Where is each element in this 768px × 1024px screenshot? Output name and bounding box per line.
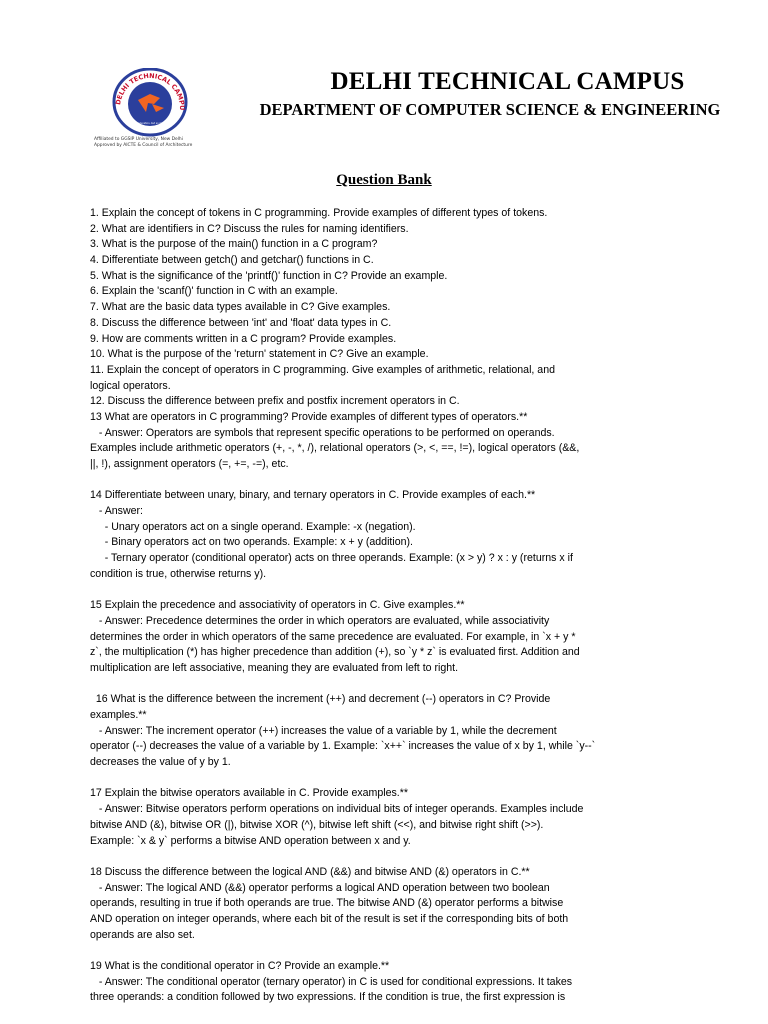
text-line: bitwise AND (&), bitwise OR (|), bitwise XOR (^), bitwise left shift (<<), and bitwise right shift (>>). xyxy=(90,818,544,831)
text-line: - Binary operators act on two operands. Example: x + y (addition). xyxy=(90,536,413,549)
logo-affiliation-line2: Approved by AICTE & Council of Architecture xyxy=(94,143,193,148)
text-line: condition is true, otherwise returns y). xyxy=(90,567,267,580)
text-line: 6. Explain the 'scanf()' function in C with an example. xyxy=(90,285,338,298)
college-name: DELHI TECHNICAL CAMPUS xyxy=(330,68,685,95)
text-line: 19 What is the conditional operator in C? Provide an example.** xyxy=(90,960,390,972)
text-line: - Answer: The conditional operator (ternary operator) in C is used for conditional expressions. It takes xyxy=(90,975,573,988)
text-line: 3. What is the purpose of the main() function in a C program? xyxy=(90,238,378,251)
college-logo-emblem-icon xyxy=(90,68,210,153)
page-title xyxy=(0,172,768,189)
text-line: AND operation on integer operands, where each bit of the result is set if the corresponding bits of both xyxy=(90,912,569,925)
paragraph-gap xyxy=(90,849,650,865)
text-line: logical operators. xyxy=(90,379,171,392)
text-line: - Ternary operator (conditional operator) acts on three operands. Example: (x > y) ? x : y (returns x if xyxy=(90,552,573,565)
paragraph-gap xyxy=(90,771,650,787)
text-line: 4. Differentiate between getch() and getchar() functions in C. xyxy=(90,254,374,267)
page-header xyxy=(90,68,750,158)
text-line: - Unary operators act on a single operand. Example: -x (negation). xyxy=(90,520,416,533)
text-line: Examples include arithmetic operators (+, -, *, /), relational operators (>, <, ==, !=), logical operators (&&, xyxy=(90,442,580,455)
text-line: multiplication are left associative, meaning they are evaluated from left to right. xyxy=(90,661,459,674)
paragraph-gap xyxy=(90,583,650,599)
text-line: operands, resulting in true if both operands are true. The bitwise AND (&) operator performs a bitwise xyxy=(90,897,564,910)
paragraph-gap xyxy=(90,677,650,693)
department-name: DEPARTMENT OF COMPUTER SCIENCE & ENGINEERING xyxy=(259,100,721,119)
text-line: 5. What is the significance of the 'printf()' function in C? Provide an example. xyxy=(90,269,448,282)
paragraph-gap xyxy=(90,943,650,959)
text-line: 9. How are comments written in a C program? Provide examples. xyxy=(90,332,397,345)
text-line: determines the order in which operators of the same precedence are evaluated. For example, in `x + y * xyxy=(90,630,576,643)
text-line: Example: `x & y` performs a bitwise AND operation between x and y. xyxy=(90,834,411,847)
text-line: operator (--) decreases the value of a variable by 1. Example: `x++` increases the value of x by 1, while `y--` xyxy=(90,740,596,753)
logo-arc-text: DELHI TECHNICAL CAMPU xyxy=(114,71,187,111)
text-line: 14 Differentiate between unary, binary, and ternary operators in C. Provide examples of each.** xyxy=(90,489,536,502)
page-title-text: Question Bank xyxy=(336,172,432,188)
text-line: 8. Discuss the difference between 'int' and 'float' data types in C. xyxy=(90,316,392,329)
text-line: 1. Explain the concept of tokens in C programming. Provide examples of different types of tokens. xyxy=(90,207,548,219)
text-line: - Answer: Operators are symbols that represent specific operations to be performed on operands. xyxy=(90,426,555,439)
text-line: decreases the value of y by 1. xyxy=(90,756,231,769)
text-line: operands are also set. xyxy=(90,928,195,941)
text-line: - Answer: The increment operator (++) increases the value of a variable by 1, while the decrement xyxy=(90,724,557,737)
text-line: ||, !), assignment operators (=, +=, -=), etc. xyxy=(90,458,289,470)
text-line: 12. Discuss the difference between prefix and postfix increment operators in C. xyxy=(90,395,460,408)
text-line: - Answer: xyxy=(90,505,143,518)
text-line: - Answer: Precedence determines the order in which operators are evaluated, while associativity xyxy=(90,614,550,627)
college-logo xyxy=(90,68,210,153)
text-line: 2. What are identifiers in C? Discuss the rules for naming identifiers. xyxy=(90,222,409,235)
text-line: 7. What are the basic data types available in C? Give examples. xyxy=(90,301,391,314)
text-line: z`, the multiplication (*) has higher precedence than addition (+), so `y * z` is evaluated first. Addition and xyxy=(90,646,580,659)
logo-motto: Not only education, but so much more xyxy=(127,122,173,125)
text-line: - Answer: Bitwise operators perform operations on individual bits of integer operands. Examples include xyxy=(90,803,584,816)
text-line: 17 Explain the bitwise operators available in C. Provide examples.** xyxy=(90,787,408,800)
text-line: 10. What is the purpose of the 'return' statement in C? Give an example. xyxy=(90,348,429,361)
question-list xyxy=(90,206,650,1006)
text-line: - Answer: The logical AND (&&) operator performs a logical AND operation between two boolean xyxy=(90,881,550,894)
text-line: 16 What is the difference between the increment (++) and decrement (--) operators in C? Provide xyxy=(90,693,551,706)
paragraph-gap xyxy=(90,473,650,489)
text-line: examples.** xyxy=(90,709,147,721)
logo-affiliation-line1: Affiliated to GGSIP University, New Delhi xyxy=(94,137,183,142)
text-line: 13 What are operators in C programming? Provide examples of different types of operators.** xyxy=(90,410,528,423)
text-line: 11. Explain the concept of operators in C programming. Give examples of arithmetic, relational, and xyxy=(90,363,555,376)
text-line: 15 Explain the precedence and associativity of operators in C. Give examples.** xyxy=(90,599,465,612)
text-line: 18 Discuss the difference between the logical AND (&&) and bitwise AND (&) operators in C.** xyxy=(90,865,530,878)
text-line: three operands: a condition followed by two expressions. If the condition is true, the first expression is xyxy=(90,991,566,1004)
